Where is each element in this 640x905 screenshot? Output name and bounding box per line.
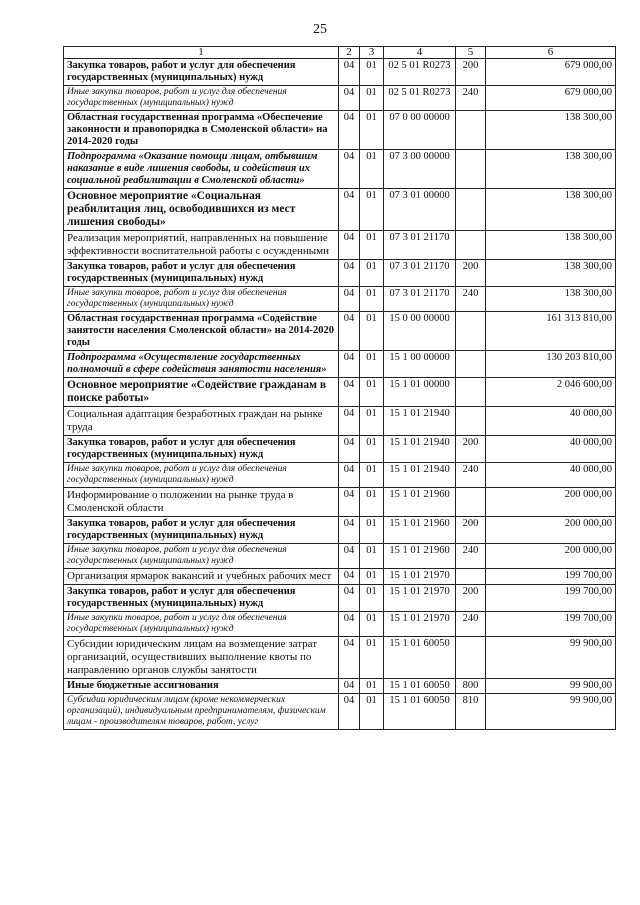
row-amount: 99 900,00 [486, 679, 616, 694]
row-amount: 199 700,00 [486, 569, 616, 585]
row-target-code: 07 3 01 21170 [384, 260, 456, 287]
row-name: Субсидии юридическим лицам на возмещение затрат организаций, осуществивших выполнение квоты по направлению органов службы занятости [64, 637, 339, 679]
table-row [64, 694, 616, 730]
row-target-code: 15 0 00 00000 [384, 312, 456, 351]
table-row [64, 150, 616, 189]
header-col-4: 4 [384, 47, 456, 59]
row-section: 04 [339, 351, 360, 378]
row-amount: 130 203 810,00 [486, 351, 616, 378]
row-expense-type [456, 569, 486, 585]
row-expense-type [456, 150, 486, 189]
row-amount: 40 000,00 [486, 436, 616, 463]
row-target-code: 15 1 01 00000 [384, 378, 456, 407]
budget-table [63, 46, 616, 730]
row-name: Областная государственная программа «Обеспечение законности и правопорядка в Смоленской области» на 2014-2020 годы [64, 111, 339, 150]
table-row [64, 189, 616, 231]
row-amount: 679 000,00 [486, 59, 616, 86]
row-section: 04 [339, 436, 360, 463]
table-row [64, 407, 616, 436]
row-expense-type [456, 407, 486, 436]
row-name: Организация ярмарок вакансий и учебных рабочих мест [64, 569, 339, 585]
row-name: Иные закупки товаров, работ и услуг для обеспечения государственных (муниципальных) нужд [64, 86, 339, 111]
row-expense-type: 200 [456, 436, 486, 463]
table-row [64, 569, 616, 585]
row-section: 04 [339, 86, 360, 111]
row-subsection: 01 [360, 189, 384, 231]
row-subsection: 01 [360, 378, 384, 407]
row-target-code: 15 1 01 21940 [384, 463, 456, 488]
row-expense-type: 240 [456, 612, 486, 637]
row-amount: 200 000,00 [486, 544, 616, 569]
row-section: 04 [339, 260, 360, 287]
row-subsection: 01 [360, 637, 384, 679]
row-expense-type: 240 [456, 86, 486, 111]
row-subsection: 01 [360, 585, 384, 612]
row-expense-type [456, 488, 486, 517]
row-expense-type [456, 351, 486, 378]
header-col-1: 1 [64, 47, 339, 59]
row-name: Информирование о положении на рынке труда в Смоленской области [64, 488, 339, 517]
row-subsection: 01 [360, 351, 384, 378]
row-section: 04 [339, 287, 360, 312]
row-amount: 138 300,00 [486, 260, 616, 287]
row-section: 04 [339, 679, 360, 694]
table-row [64, 488, 616, 517]
table-row [64, 463, 616, 488]
row-amount: 138 300,00 [486, 231, 616, 260]
row-target-code: 07 3 01 00000 [384, 189, 456, 231]
row-section: 04 [339, 517, 360, 544]
table-row [64, 260, 616, 287]
row-target-code: 15 1 01 21970 [384, 585, 456, 612]
row-expense-type: 200 [456, 585, 486, 612]
table-row [64, 59, 616, 86]
table-row [64, 436, 616, 463]
row-section: 04 [339, 544, 360, 569]
row-section: 04 [339, 612, 360, 637]
row-target-code: 15 1 01 21940 [384, 436, 456, 463]
row-target-code: 02 5 01 R0273 [384, 86, 456, 111]
table-row [64, 111, 616, 150]
row-expense-type [456, 312, 486, 351]
row-amount: 138 300,00 [486, 150, 616, 189]
row-amount: 199 700,00 [486, 612, 616, 637]
row-amount: 2 046 600,00 [486, 378, 616, 407]
row-subsection: 01 [360, 694, 384, 730]
row-expense-type [456, 231, 486, 260]
row-subsection: 01 [360, 59, 384, 86]
row-name: Иные закупки товаров, работ и услуг для обеспечения государственных (муниципальных) нужд [64, 612, 339, 637]
row-expense-type: 200 [456, 517, 486, 544]
header-col-6: 6 [486, 47, 616, 59]
row-expense-type: 200 [456, 260, 486, 287]
row-subsection: 01 [360, 544, 384, 569]
row-subsection: 01 [360, 86, 384, 111]
row-name: Иные закупки товаров, работ и услуг для обеспечения государственных (муниципальных) нужд [64, 287, 339, 312]
row-amount: 99 900,00 [486, 637, 616, 679]
row-target-code: 07 3 01 21170 [384, 231, 456, 260]
row-expense-type [456, 111, 486, 150]
row-target-code: 15 1 01 60050 [384, 637, 456, 679]
row-section: 04 [339, 637, 360, 679]
row-expense-type: 240 [456, 287, 486, 312]
row-section: 04 [339, 463, 360, 488]
row-subsection: 01 [360, 569, 384, 585]
row-subsection: 01 [360, 312, 384, 351]
row-subsection: 01 [360, 488, 384, 517]
row-subsection: 01 [360, 679, 384, 694]
row-name: Закупка товаров, работ и услуг для обеспечения государственных (муниципальных) нужд [64, 59, 339, 86]
row-name: Подпрограмма «Оказание помощи лицам, отбывшим наказание в виде лишения свободы, и содействия их социальной реабилитации в Смоленской области» [64, 150, 339, 189]
row-target-code: 15 1 01 21940 [384, 407, 456, 436]
row-target-code: 15 1 01 21970 [384, 569, 456, 585]
row-section: 04 [339, 378, 360, 407]
row-amount: 40 000,00 [486, 407, 616, 436]
table-row [64, 517, 616, 544]
row-subsection: 01 [360, 150, 384, 189]
row-section: 04 [339, 585, 360, 612]
row-target-code: 15 1 00 00000 [384, 351, 456, 378]
table-row [64, 378, 616, 407]
row-expense-type [456, 378, 486, 407]
row-expense-type: 240 [456, 463, 486, 488]
table-row [64, 86, 616, 111]
row-target-code: 15 1 01 21960 [384, 544, 456, 569]
header-col-5: 5 [456, 47, 486, 59]
table-row [64, 544, 616, 569]
row-amount: 679 000,00 [486, 86, 616, 111]
row-name: Закупка товаров, работ и услуг для обеспечения государственных (муниципальных) нужд [64, 517, 339, 544]
row-expense-type: 240 [456, 544, 486, 569]
row-name: Социальная адаптация безработных граждан на рынке труда [64, 407, 339, 436]
page-number: 25 [313, 22, 327, 37]
row-amount: 138 300,00 [486, 287, 616, 312]
row-section: 04 [339, 231, 360, 260]
table-row [64, 637, 616, 679]
row-name: Иные бюджетные ассигнования [64, 679, 339, 694]
row-name: Основное мероприятие «Социальная реабилитация лиц, освободившихся из мест лишения свободы» [64, 189, 339, 231]
row-subsection: 01 [360, 287, 384, 312]
row-amount: 161 313 810,00 [486, 312, 616, 351]
row-amount: 200 000,00 [486, 488, 616, 517]
row-expense-type: 200 [456, 59, 486, 86]
row-target-code: 07 3 00 00000 [384, 150, 456, 189]
row-amount: 138 300,00 [486, 189, 616, 231]
table-row [64, 312, 616, 351]
row-section: 04 [339, 312, 360, 351]
row-amount: 138 300,00 [486, 111, 616, 150]
row-target-code: 15 1 01 21960 [384, 517, 456, 544]
row-section: 04 [339, 488, 360, 517]
row-expense-type [456, 189, 486, 231]
row-subsection: 01 [360, 111, 384, 150]
row-subsection: 01 [360, 517, 384, 544]
row-name: Иные закупки товаров, работ и услуг для обеспечения государственных (муниципальных) нужд [64, 544, 339, 569]
row-section: 04 [339, 150, 360, 189]
row-target-code: 07 0 00 00000 [384, 111, 456, 150]
row-name: Реализация мероприятий, направленных на повышение эффективности воспитательной работы с осужденными [64, 231, 339, 260]
row-name: Основное мероприятие «Содействие гражданам в поиске работы» [64, 378, 339, 407]
row-target-code: 15 1 01 60050 [384, 679, 456, 694]
row-name: Областная государственная программа «Содействие занятости населения Смоленской области» на 2014-2020 годы [64, 312, 339, 351]
table-row [64, 231, 616, 260]
row-target-code: 02 5 01 R0273 [384, 59, 456, 86]
row-name: Закупка товаров, работ и услуг для обеспечения государственных (муниципальных) нужд [64, 585, 339, 612]
header-col-3: 3 [360, 47, 384, 59]
row-section: 04 [339, 111, 360, 150]
table-row [64, 679, 616, 694]
row-section: 04 [339, 569, 360, 585]
row-section: 04 [339, 59, 360, 86]
row-subsection: 01 [360, 436, 384, 463]
row-expense-type: 800 [456, 679, 486, 694]
row-amount: 199 700,00 [486, 585, 616, 612]
row-name: Закупка товаров, работ и услуг для обеспечения государственных (муниципальных) нужд [64, 436, 339, 463]
row-subsection: 01 [360, 260, 384, 287]
header-col-2: 2 [339, 47, 360, 59]
row-section: 04 [339, 189, 360, 231]
row-target-code: 15 1 01 21970 [384, 612, 456, 637]
table-row [64, 612, 616, 637]
row-name: Закупка товаров, работ и услуг для обеспечения государственных (муниципальных) нужд [64, 260, 339, 287]
row-amount: 40 000,00 [486, 463, 616, 488]
row-subsection: 01 [360, 231, 384, 260]
row-subsection: 01 [360, 612, 384, 637]
row-name: Подпрограмма «Осуществление государственных полномочий в сфере содействия занятости населения» [64, 351, 339, 378]
row-subsection: 01 [360, 407, 384, 436]
row-section: 04 [339, 694, 360, 730]
table-row [64, 585, 616, 612]
row-section: 04 [339, 407, 360, 436]
table-row [64, 287, 616, 312]
row-subsection: 01 [360, 463, 384, 488]
table-body [64, 59, 616, 730]
row-amount: 99 900,00 [486, 694, 616, 730]
row-expense-type: 810 [456, 694, 486, 730]
row-name: Иные закупки товаров, работ и услуг для обеспечения государственных (муниципальных) нужд [64, 463, 339, 488]
row-target-code: 15 1 01 60050 [384, 694, 456, 730]
header-row [64, 47, 616, 59]
row-amount: 200 000,00 [486, 517, 616, 544]
row-target-code: 15 1 01 21960 [384, 488, 456, 517]
row-name: Субсидии юридическим лицам (кроме некоммерческих организаций), индивидуальным предпринимателям, физическим лицам - производителям товаров, работ, услуг [64, 694, 339, 730]
table-row [64, 351, 616, 378]
row-target-code: 07 3 01 21170 [384, 287, 456, 312]
row-expense-type [456, 637, 486, 679]
